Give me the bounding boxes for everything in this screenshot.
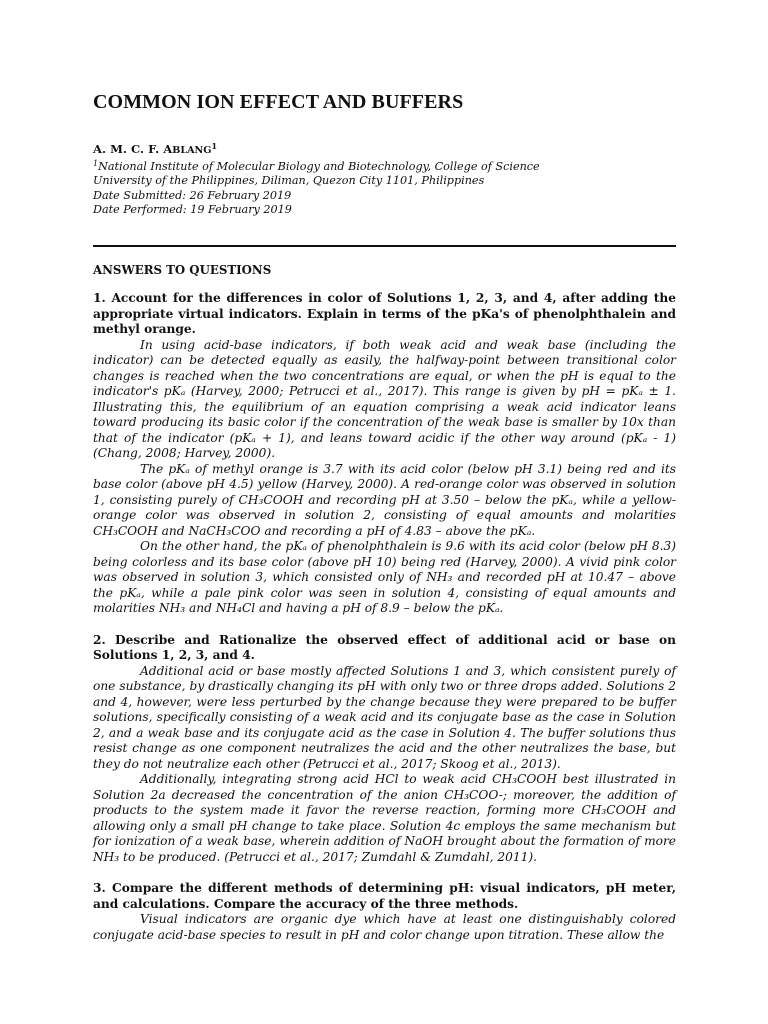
spacer bbox=[93, 865, 676, 881]
answer-paragraph: On the other hand, the pKₐ of phenolphthalein is 9.6 with its acid color (below pH 8.3) being colorless and its base color (above pH 10) being red (Harvey, 2000). A vivid pink color was observed in solution 3, which consisted only of NH₃ and recorded pH at 10.47 – above the pKₐ, while a pale pink color was seen in solution 4, consisting of equal amounts and molarities NH₃ and NH₄Cl and having a pH of 8.9 – below the pKₐ. bbox=[93, 539, 676, 615]
affiliation-line-2: University of the Philippines, Diliman, Quezon City 1101, Philippines bbox=[93, 174, 485, 188]
date-submitted: Date Submitted: 26 February 2019 bbox=[93, 188, 292, 202]
date-performed: Date Performed: 19 February 2019 bbox=[93, 203, 292, 217]
answer-paragraph: Additionally, integrating strong acid HCl to weak acid CH₃COOH best illustrated in Solution 2a decreased the concentration of the anion CH₃COO-; moreover, the addition of products to the system made it favor the reverse reaction, forming more CH₃COOH and allowing only a small pH change to take place. Solution 4c employs the same mechanism but for ionization of a weak base, wherein addition of NaOH brought about the formation of more NH₃ to be produced. (Petrucci et al., 2017; Zumdahl & Zumdahl, 2011). bbox=[93, 772, 676, 864]
answer-paragraph: Visual indicators are organic dye which have at least one distinguishably colored conjugate acid-base species to result in pH and color change upon titration. These allow the bbox=[93, 912, 676, 942]
affiliation-line-1: $^1$National Institute of Molecular Biology and Biotechnology, College of Science bbox=[93, 158, 540, 173]
answers-body bbox=[93, 291, 676, 943]
question-2: 2. Describe and Rationalize the observed effect of additional acid or base on Solutions 1, 2, 3, and 4. bbox=[93, 632, 676, 662]
section-heading: ANSWERS TO QUESTIONS bbox=[93, 263, 272, 277]
spacer bbox=[93, 617, 676, 633]
answer-paragraph: Additional acid or base mostly affected Solutions 1 and 3, which consistent purely of one substance, by drastically changing its pH with only two or three drops added. Solutions 2 and 4, however, were less perturbed by the change because they were prepared to be buffer solutions, specifically consisting of a weak acid and its conjugate base as the case in Solution 2, and a weak base and its conjugate acid as the case in Solution 4. The buffer solutions thus resist change as one component neutralizes the acid and the other neutralizes the base, but they do not neutralize each other (Petrucci et al., 2017; Skoog et al., 2013). bbox=[93, 663, 676, 771]
answer-paragraph: The pKₐ of methyl orange is 3.7 with its acid color (below pH 3.1) being red and its base color (above pH 4.5) yellow (Harvey, 2000). A red-orange color was observed in solution 1, consisting purely of CH₃COOH and recording pH at 3.50 – below the pKₐ, while a yellow-orange color was observed in solution 2, consisting of equal amounts and molarities CH₃COOH and NaCH₃COO and recording a pH of 4.83 – above the pKₐ. bbox=[93, 461, 676, 538]
author-block bbox=[93, 142, 676, 218]
divider-rule bbox=[93, 245, 676, 247]
question-3: 3. Compare the different methods of determining pH: visual indicators, pH meter, and calculations. Compare the accuracy of the three methods. bbox=[93, 881, 676, 911]
author-name: A. M. C. F. ABLANG$^1$ bbox=[93, 141, 218, 156]
question-1: 1. Account for the differences in color of Solutions 1, 2, 3, and 4, after adding the appropriate virtual indicators. Explain in terms of the pKa's of phenolphthalein and methyl orange. bbox=[93, 291, 676, 336]
document-title: COMMON ION EFFECT AND BUFFERS bbox=[93, 91, 464, 113]
answer-paragraph: In using acid-base indicators, if both weak acid and weak base (including the indicator) can be detected equally as easily, the halfway-point between transitional color changes is reached when the two concentrations are equal, or when the pH is equal to the indicator's pKₐ (Harvey, 2000; Petrucci et al., 2017). This range is given by pH = pKₐ ± 1. Illustrating this, the equilibrium of an equation comprising a weak acid indicator leans toward producing its basic color if the concentration of the weak base is smaller by 10x than that of the indicator (pKₐ + 1), and leans toward acidic if the other way around (pKₐ - 1) (Chang, 2008; Harvey, 2000). bbox=[93, 337, 676, 460]
